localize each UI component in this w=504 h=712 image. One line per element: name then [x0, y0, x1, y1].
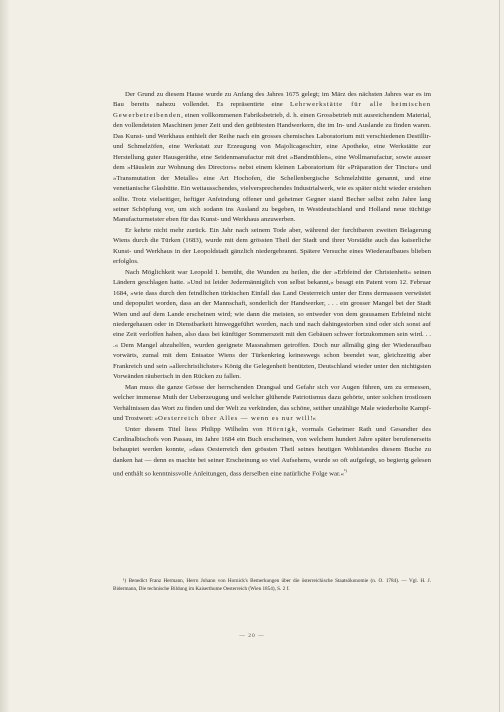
spaced-emphasis-text: Lehrwerkstätte für alle heimischen Gewerbetreibenden — [113, 101, 432, 119]
paragraph-text: Man muss die ganze Grösse der herrschenden Drangsal und Gefahr sich vor Augen führen, um zu ermessen, welcher immense Muth der Ueberzeugung und welcher glühende Patriotismus dazu gehörte, unter solchen trostlosen Verhältnissen das Wort zu finden und der Welt zu verkünden, das schöne, seither unzählige Male wiederholte Kampf- und Trostwort: » — [113, 383, 431, 423]
page-edge-line — [499, 0, 500, 712]
page-number: — 20 — — [239, 633, 265, 639]
paragraph-text: Nach Möglichkeit war Leopold I. bemüht, die Wunden zu heilen, die der »Erbfeind der Christenheit« seinen Ländern geschlagen hatte. »Und ist leider Jedermänniglich von selbst bekannt,« besagt ein Patent vom 12. Februar 1684, »wie dass durch den feindlichen türkischen Einfall das Land Oesterreich unter der Enns dermassen verwüstet und depopulirt worden, dass an der Mannschaft, sonderlich der Handwerker, . . . ein grosser Mangel bei der Stadt Wien und auf dem Lande erscheinen wird; wie dann die meisten, so entweder von dem grausamen Erbfeind nicht niedergehauen oder in Dienstbarkeit hinweggeführt worden, nach und nach dahingestorben sind oder sich sonst auf eine Zeit verloffen haben, also dass bei künftiger Sommerszeit mit den Gebäuen schwer fortzukommen sein wird. . . .« Dem Mangel abzuhelfen, wurden geeignete Massnahmen getroffen. Doch nur allmälig ging der Wiederaufbau vorwärts, zumal mit dem Entsatze Wiens der Türkenkrieg keineswegs schon beendet war, gleichzeitig aber Frankreich und sein »allerchristlichster« König die Gelegenheit benützten, Deutschland wieder unter den nichtigsten Vorwänden räuberisch in den Rücken zu fallen. — [113, 268, 431, 381]
footnote: ¹) Benedict Franz Hermann, Herrn Johann von Hornick's Bemerkungen über die österreichische Staatsökonomie (n. O. 1784). — Vgl. H. J. Bidermann, Die technische Bildung im Kaiserthume Oesterreich (Wien 1854), S. 2 f. — [113, 578, 431, 593]
paragraph-text: , vormals Geheimer Rath und Gesandter des Cardinalbischofs von Passau, im Jahre 1684 ein Buch erscheinen, von welchem hundert Jahre später berufenerseits behauptet werden konnte, »dass Oesterreich den grössten Theil seines heutigen Wohlstandes diesem Buche zu danken hat — denn es machte bei seiner Erscheinung so viel Aufsehens, wurde so oft aufgelegt, so begierig gelesen und enthält so kenntnissvolle Anleitungen, dass derselben eine natürliche Folge war.« — [113, 425, 432, 478]
paragraph — [113, 268, 431, 383]
paragraph — [113, 226, 431, 268]
body-text — [113, 90, 431, 480]
footnote-marker: ¹) — [343, 468, 347, 474]
spaced-emphasis-text: Hörnigk — [266, 425, 296, 433]
paragraph-text: Er kehrte nicht mehr zurück. Ein Jahr nach seinem Tode aber, während der furchtbaren zweiten Belagerung Wiens durch die Türken (1683), wurde mit dem grössten Theil der Stadt und ihrer Vorstädte auch das kaiserliche Kunst- und Werkhaus in der Leopoldstadt gänzlich niedergebrannt. Spätere Versuche eines Wiederaufbaues blieben erfolglos. — [113, 226, 431, 266]
paragraph-text: Der Grund zu diesem Hause wurde zu Anfang des Jahres 1675 gelegt; im März des nächsten Jahres war es im Bau bereits nahezu vollendet. Es repräsentirte eine — [113, 91, 431, 109]
paragraph — [113, 425, 431, 481]
footnotes — [113, 577, 431, 594]
paragraph-text: !« — [310, 415, 316, 423]
spaced-emphasis-text: Oesterreich über Alles — wenn es nur will — [158, 415, 311, 423]
paragraph — [113, 90, 431, 226]
paragraph-text: , einen vollkommenen Fabriksbetrieb, d. h. einen Grossbetrieb mit ausreichendem Material, den vollendetsten Maschinen jener Zeit und den geübtesten Handwerkern, die im In- und Auslande zu finden waren. Das Kunst- und Werkhaus enthielt der Reihe nach ein grosses chemisches Laboratorium mit verschiedenen Destillir- und Schmelzöfen, eine Werkstatt zur Erzeugung von Majolicageschirr, eine Apotheke, eine Werkstätte zur Herstellung guter Hausgeräthe, eine Seidenmanufactur mit drei »Bandmühlen«, eine Wollmanufactur, sowie ausser dem »Häuslein zur Wohnung des Directors« nebst einem kleinen Laboratorium für »Präparation der Tinctur« und »Transmutation der Metalle« eine Art Hochofen, die Schellenbergische Schmelzhütte genannt, und eine venetianische Glashütte. Ein weitausschendes, vielversprechendes Industrialwerk, wie es später nicht wieder erstehen sollte. Trotz vielseitiger, heftiger Anfeindung offener und geheimer Gegner stand Becher selbst zehn Jahre lang seiner Schöpfung vor, um sich sodann ins Ausland zu begeben, in Westdeutschland und Holland neue tüchtige Manufacturmeister eben für das Kunst- und Werkhaus anzuwerben. — [113, 111, 431, 224]
paragraph — [113, 383, 431, 425]
paragraph-text: Unter diesem Titel liess Philipp Wilhelm von — [125, 425, 267, 433]
scan-edge-shadow — [0, 0, 10, 712]
